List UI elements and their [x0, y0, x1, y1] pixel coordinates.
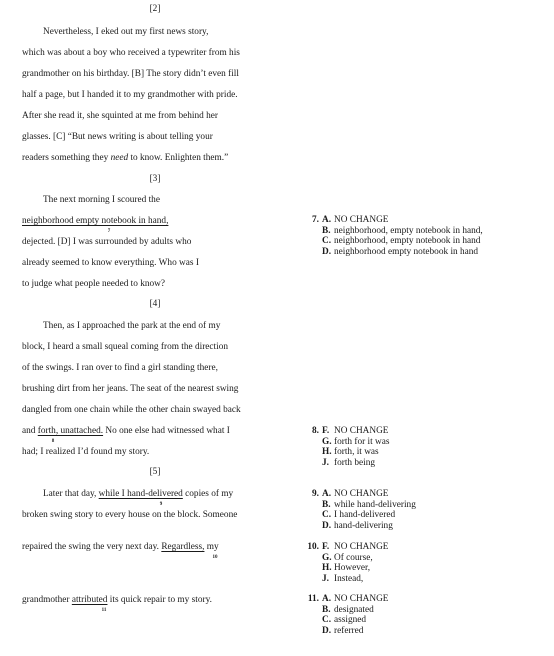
passage-text: readers something they	[22, 153, 111, 163]
answer-option[interactable]: NO CHANGE	[334, 542, 389, 552]
answer-option[interactable]: forth, it was	[334, 447, 379, 458]
option-letter: H.	[322, 447, 332, 458]
underlined-portion-7: neighborhood empty notebook in hand,	[22, 216, 169, 226]
passage-line: The next morning I scoured the	[43, 195, 160, 205]
question-7	[305, 215, 483, 257]
passage-line: Nevertheless, I eked out my first news story,	[43, 27, 209, 37]
underline-number-11: 11	[101, 608, 107, 613]
passage-line: dangled from one chain while the other chain swayed back	[22, 405, 241, 415]
answer-option[interactable]: neighborhood, empty notebook in hand	[334, 236, 481, 247]
paragraph-marker-2: [2]	[149, 4, 161, 14]
answer-option[interactable]: designated	[334, 604, 374, 615]
question-number: 9.	[312, 489, 319, 499]
option-letter: A.	[322, 215, 332, 225]
answer-option[interactable]: forth being	[334, 457, 376, 468]
option-letter: B.	[322, 499, 331, 510]
option-letter: D.	[322, 246, 332, 257]
question-11	[305, 594, 389, 636]
passage-line	[22, 153, 228, 164]
option-letter: F.	[322, 542, 330, 552]
passage-text: to know. Enlighten them.”	[128, 153, 229, 163]
answer-option[interactable]: while hand-delivering	[334, 499, 416, 510]
passage-line: half a page, but I handed it to my grandmother with pride.	[22, 90, 238, 100]
answer-option[interactable]: NO CHANGE	[334, 215, 389, 225]
passage-text: Later that day,	[43, 489, 99, 499]
passage-line	[22, 595, 212, 606]
underline-number-8: 8	[51, 439, 55, 444]
answer-option[interactable]: Of course,	[334, 552, 373, 563]
underlined-portion-8: forth, unattached.	[37, 426, 104, 436]
passage-line	[43, 489, 233, 500]
answer-option[interactable]: neighborhood, empty notebook in hand,	[334, 225, 483, 236]
option-letter: G.	[322, 436, 332, 447]
passage-line: had; I realized I’d found my story.	[22, 447, 150, 457]
option-letter: C.	[322, 615, 332, 626]
passage-line: of the swings. I ran over to find a girl standing there,	[22, 363, 218, 373]
answer-option[interactable]: NO CHANGE	[334, 489, 389, 499]
passage-text: my	[204, 542, 219, 552]
passage-line: Then, as I approached the park at the end of my	[43, 321, 221, 331]
emphasized-word: need	[110, 153, 129, 163]
underline-number-7: 7	[107, 229, 111, 234]
option-letter: F.	[322, 426, 330, 436]
paragraph-marker-4: [4]	[149, 299, 161, 309]
answer-option[interactable]: Instead,	[334, 573, 364, 584]
passage-line	[22, 426, 230, 437]
answer-option[interactable]: However,	[334, 563, 371, 574]
option-letter: D.	[322, 520, 332, 531]
answer-option[interactable]: neighborhood empty notebook in hand	[334, 246, 479, 257]
passage-text: repaired the swing the very next day.	[22, 542, 162, 552]
underlined-portion-9: while I hand-delivered	[98, 489, 183, 499]
passage-text: grandmother	[22, 595, 72, 605]
passage-line	[22, 542, 219, 553]
option-letter: B.	[322, 225, 331, 236]
answer-option[interactable]: forth for it was	[334, 436, 390, 447]
passage-line: After she read it, she squinted at me from behind her	[22, 111, 218, 121]
passage-text: copies of my	[182, 489, 234, 499]
option-letter: A.	[322, 489, 332, 499]
passage-line: glasses. [C] “But news writing is about telling your	[22, 132, 213, 142]
option-letter: B.	[322, 604, 331, 615]
option-letter: J.	[322, 573, 329, 584]
option-letter: C.	[322, 236, 332, 247]
answer-option[interactable]: referred	[334, 625, 364, 636]
option-letter: D.	[322, 625, 332, 636]
paragraph-marker-3: [3]	[149, 174, 161, 184]
question-number: 11.	[307, 594, 319, 604]
question-number: 10.	[307, 542, 319, 552]
answer-option[interactable]: I hand-delivered	[334, 510, 396, 521]
paragraph-marker-5: [5]	[149, 467, 161, 477]
option-letter: J.	[322, 457, 329, 468]
passage-line: grandmother on his birthday. [B] The story didn’t even fill	[22, 69, 239, 79]
question-9	[305, 489, 416, 531]
answer-option[interactable]: NO CHANGE	[334, 426, 389, 436]
answer-option[interactable]: hand-delivering	[334, 520, 393, 531]
question-number: 7.	[312, 215, 319, 225]
passage-line: brushing dirt from her jeans. The seat of the nearest swing	[22, 384, 239, 394]
passage-text: No one else had witnessed what I	[103, 426, 230, 436]
option-letter: C.	[322, 510, 332, 521]
passage-line: which was about a boy who received a typewriter from his	[22, 48, 240, 58]
question-number: 8.	[312, 426, 319, 436]
passage-line: to judge what people needed to know?	[22, 279, 166, 289]
question-10	[305, 542, 389, 584]
answer-option[interactable]: assigned	[334, 615, 367, 626]
underline-number-10: 10	[212, 555, 218, 560]
passage-line: block, I heard a small squeal coming from the direction	[22, 342, 229, 352]
passage-text: and	[22, 426, 38, 436]
passage-line: already seemed to know everything. Who was I	[22, 258, 199, 268]
answer-option[interactable]: NO CHANGE	[334, 594, 389, 604]
passage-text: its quick repair to my story.	[107, 595, 212, 605]
underlined-portion-11: attributed	[71, 595, 108, 605]
option-letter: A.	[322, 594, 332, 604]
passage-line: dejected. [D] I was surrounded by adults who	[22, 237, 192, 247]
option-letter: G.	[322, 552, 332, 563]
option-letter: H.	[322, 563, 332, 574]
underline-number-9: 9	[159, 502, 163, 507]
question-8	[305, 426, 390, 468]
underlined-portion-10: Regardless,	[161, 542, 205, 552]
passage-line: broken swing story to every house on the block. Someone	[22, 510, 238, 520]
